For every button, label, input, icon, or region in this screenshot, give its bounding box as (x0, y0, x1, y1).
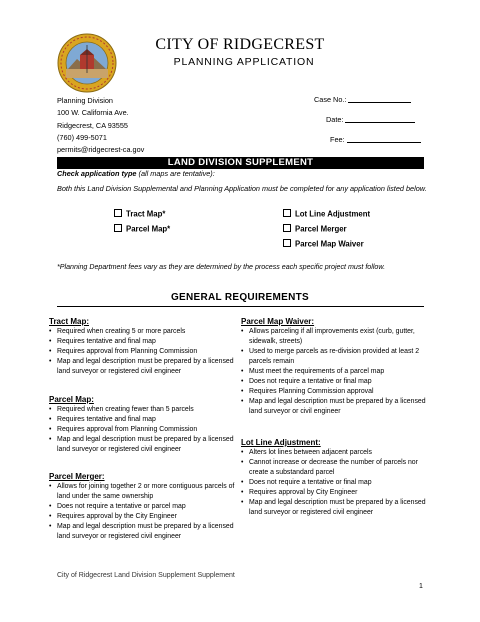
page-footer: City of Ridgecrest Land Division Supplement Supplement (57, 572, 235, 579)
checkbox-tract-map[interactable]: Tract Map* (114, 209, 165, 219)
fee-field[interactable] (330, 135, 421, 144)
lot-line-adjustment-section (241, 437, 427, 518)
list-item: • Map and legal description must be prepared by a licensed land surveyor or registered civil engineer (49, 435, 235, 455)
list-item: • Must meet the requirements of a parcel map (241, 367, 427, 377)
check-type-instruction (57, 169, 215, 178)
section-heading: Parcel Map Waiver: (241, 317, 315, 326)
list-item: • Requires approval from Planning Commission (49, 347, 235, 357)
list-item: • Map and legal description must be prepared by a licensed land surveyor or registered civil engineer (49, 357, 235, 377)
list-item: • Requires approval by the City Engineer (49, 512, 235, 522)
list-item: • Required when creating fewer than 5 parcels (49, 405, 235, 415)
list-item: • Used to merge parcels as re-division provided at least 2 parcels remain (241, 347, 427, 367)
fees-note: *Planning Department fees vary as they are determined by the process each specific project must follow. (57, 263, 386, 271)
checkbox-icon[interactable] (283, 224, 291, 232)
list-item: • Does not require a tentative or final map (241, 478, 427, 488)
section-heading: Lot Line Adjustment: (241, 438, 321, 447)
fee-label: Fee: (330, 135, 345, 144)
list-item: • Required when creating 5 or more parcels (49, 327, 235, 337)
list-item: • Cannot increase or decrease the number of parcels nor create a substandard parcel (241, 458, 427, 478)
requirements-list (241, 448, 427, 518)
address-email: permits@ridgecrest-ca.gov (57, 145, 145, 155)
parcel-merger-section (49, 471, 235, 542)
requirements-list (49, 327, 235, 377)
case-no-label: Case No.: (314, 95, 347, 104)
list-item: • Alters lot lines between adjacent parcels (241, 448, 427, 458)
section-heading: Parcel Map: (49, 395, 94, 404)
case-no-field[interactable] (314, 95, 411, 104)
parcel-map-section (49, 394, 235, 455)
checkbox-icon[interactable] (283, 239, 291, 247)
general-requirements-title: GENERAL REQUIREMENTS (170, 292, 310, 303)
list-item: • Requires tentative and final map (49, 415, 235, 425)
checkbox-parcel-map-waiver[interactable]: Parcel Map Waiver (283, 239, 364, 249)
checkbox-lot-line-adjustment[interactable]: Lot Line Adjustment (283, 209, 370, 219)
requirements-list (241, 327, 427, 417)
section-heading: Tract Map: (49, 317, 90, 326)
list-item: • Allows parceling if all improvements exist (curb, gutter, sidewalk, streets) (241, 327, 427, 347)
address-phone: (760) 499-5071 (57, 132, 107, 142)
date-field[interactable] (326, 115, 415, 124)
list-item: • Does not require a tentative or parcel map (49, 502, 235, 512)
checkbox-icon[interactable] (114, 209, 122, 217)
parcel-map-waiver-section (241, 316, 427, 417)
tract-map-section (49, 316, 235, 377)
checkbox-parcel-merger[interactable]: Parcel Merger (283, 224, 347, 234)
application-subtitle: PLANNING APPLICATION (173, 56, 315, 68)
check-type-label: Check application type (57, 169, 137, 178)
list-item: • Requires Planning Commission approval (241, 387, 427, 397)
address-street: 100 W. California Ave. (57, 108, 129, 118)
section-heading: Parcel Merger: (49, 472, 105, 481)
list-item: • Map and legal description must be prepared by a licensed land surveyor or registered civil engineer (49, 522, 235, 542)
address-city: Ridgecrest, CA 93555 (57, 120, 128, 130)
list-item: • Requires approval from Planning Commission (49, 425, 235, 435)
list-item: • Map and legal description must be prepared by a licensed land surveyor or civil engineer (241, 397, 427, 417)
page-number: 1 (419, 583, 423, 590)
checkbox-icon[interactable] (283, 209, 291, 217)
section-banner: LAND DIVISION SUPPLEMENT (57, 157, 424, 169)
date-label: Date: (326, 115, 344, 124)
list-item: • Map and legal description must be prepared by a licensed land surveyor or registered civil engineer (241, 498, 427, 518)
office-address (57, 95, 144, 156)
section-divider (57, 306, 424, 307)
check-type-note: (all maps are tentative): (136, 169, 215, 178)
requirements-list (49, 405, 235, 455)
city-title: CITY OF RIDGECREST (155, 36, 325, 53)
list-item: • Requires approval by City Engineer (241, 488, 427, 498)
list-item: • Allows for joining together 2 or more contiguous parcels of land under the same ownership (49, 482, 235, 502)
instruction-paragraph: Both this Land Division Supplemental and Planning Application must be completed for any application listed below. (57, 184, 427, 193)
list-item: • Requires tentative and final map (49, 337, 235, 347)
list-item: • Does not require a tentative or final map (241, 377, 427, 387)
checkbox-parcel-map[interactable]: Parcel Map* (114, 224, 170, 234)
requirements-list (49, 482, 235, 542)
checkbox-icon[interactable] (114, 224, 122, 232)
address-division: Planning Division (57, 96, 113, 105)
